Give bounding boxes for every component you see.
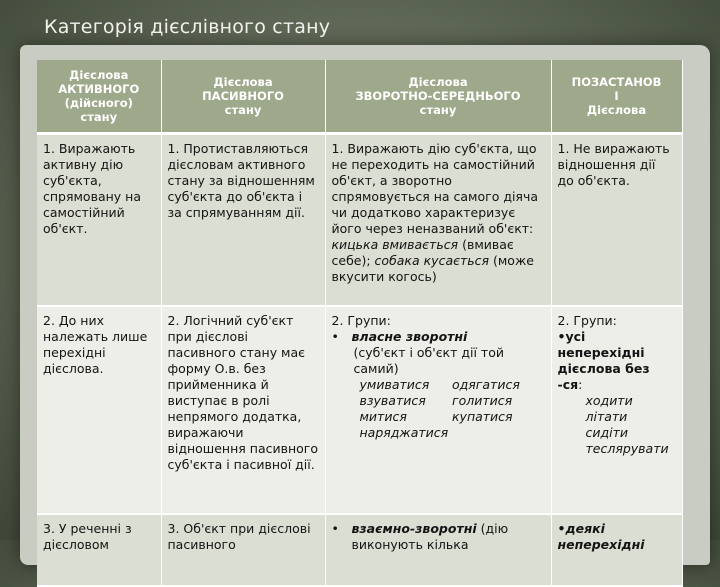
- group-note: (суб'єкт і об'єкт дії той самий): [353, 345, 504, 376]
- example-row: [360, 409, 545, 425]
- group-name: власне зворотні: [351, 329, 468, 344]
- table-cell: 1. Не виражають відношення дії до об'єкта.: [551, 134, 682, 307]
- page-title: Категорія дієслівного стану: [44, 16, 331, 38]
- bullet-icon: •: [557, 521, 566, 536]
- table-row: [37, 514, 682, 586]
- example-note: (вмиває себе);: [331, 237, 514, 268]
- header-voiceless-verbs: [551, 60, 682, 134]
- example-word: сидіти: [585, 425, 629, 440]
- table-cell: [551, 514, 682, 586]
- group-name: усі неперехідні дієслова без -ся: [557, 329, 650, 392]
- bullet-icon: •: [331, 521, 339, 536]
- header-line: (дійсного): [64, 96, 133, 110]
- bullet-icon: •: [557, 329, 566, 344]
- table-cell: [325, 134, 551, 307]
- example-list: [332, 377, 545, 441]
- table-row: [37, 306, 682, 514]
- header-line: стану: [419, 103, 457, 117]
- group-note: (дію виконують кілька: [351, 521, 509, 552]
- header-line: стану: [224, 103, 262, 117]
- example-list: [558, 393, 676, 457]
- example-text: собака кусається: [374, 253, 489, 268]
- group-heading: 2. Групи:: [331, 313, 391, 328]
- example-word: ходити: [585, 393, 633, 408]
- table-cell: 3. Об'єкт при дієслові пасивного: [161, 514, 325, 586]
- table-cell: 1. Протиставляються дієсловам активного стану за відношенням суб'єкта до об'єкта і за спрямуванням дії.: [161, 134, 325, 307]
- example-word: митися: [359, 409, 407, 424]
- table-cell: [551, 306, 682, 514]
- example-word: голитися: [452, 393, 513, 408]
- cell-text: 1. Виражають дію суб'єкта, що не переходить на самостійний об'єкт, а зворотно спрямовується на самого діяча чи додатково характеризує його через неназваний об'єкт:: [331, 141, 539, 236]
- table-row: [37, 134, 682, 307]
- header-line: ПОЗАСТАНОВ: [571, 75, 662, 89]
- header-passive-voice: [161, 60, 325, 134]
- header-line: Дієслова: [408, 75, 468, 89]
- header-line: стану: [80, 110, 118, 124]
- bullet-icon: •: [331, 329, 339, 344]
- example-word: наряджатися: [359, 425, 449, 440]
- example-row: [360, 393, 545, 409]
- colon: :: [578, 377, 583, 392]
- group-name: деякі неперехідні: [557, 521, 645, 552]
- example-note: (може вкусити когось): [331, 253, 534, 284]
- table-header-row: [37, 60, 682, 134]
- table-cell: 1. Виражають активну дію суб'єкта, спрямовану на самостійний об'єкт.: [37, 134, 161, 307]
- header-line: ЗВОРОТНО-СЕРЕДНЬОГО: [355, 89, 521, 103]
- table-cell: [325, 306, 551, 514]
- list-item-text: [352, 521, 545, 553]
- example-row: [360, 377, 545, 393]
- example-word: взуватися: [359, 393, 426, 408]
- table-cell: 3. У реченні з дієсловом: [37, 514, 161, 586]
- example-word: літати: [585, 409, 628, 424]
- example-word: теслярувати: [585, 441, 669, 456]
- example-word: купатися: [452, 409, 513, 424]
- header-line: Дієслова: [69, 68, 129, 82]
- example-row: [360, 425, 545, 441]
- header-active-voice: [37, 60, 161, 134]
- example-word: одягатися: [452, 377, 520, 392]
- header-line: АКТИВНОГО: [58, 82, 140, 96]
- example-text: кицька вмивається: [331, 237, 459, 252]
- example-word: умиватися: [359, 377, 430, 392]
- header-line: Дієслова: [213, 75, 273, 89]
- list-item: [332, 521, 545, 553]
- header-line: ПАСИВНОГО: [202, 89, 284, 103]
- group-heading: 2. Групи:: [557, 313, 617, 328]
- example-word: [452, 425, 545, 441]
- header-line: Дієслова: [586, 103, 647, 117]
- table-cell: 2. До них належать лише перехідні дієслова.: [37, 306, 161, 514]
- header-line: І: [614, 89, 619, 103]
- table-cell: [325, 514, 551, 586]
- list-item: [332, 329, 545, 345]
- group-name: взаємно-зворотні: [351, 521, 477, 536]
- header-reflexive-voice: [325, 60, 551, 134]
- voice-category-table: [37, 60, 683, 587]
- table-cell: 2. Логічний суб'єкт при дієслові пасивного стану має форму О.в. без прийменника й виступає в ролі непрямого додатка, виражаючи відношення пасивного суб'єкта і пасивної дії.: [161, 306, 325, 514]
